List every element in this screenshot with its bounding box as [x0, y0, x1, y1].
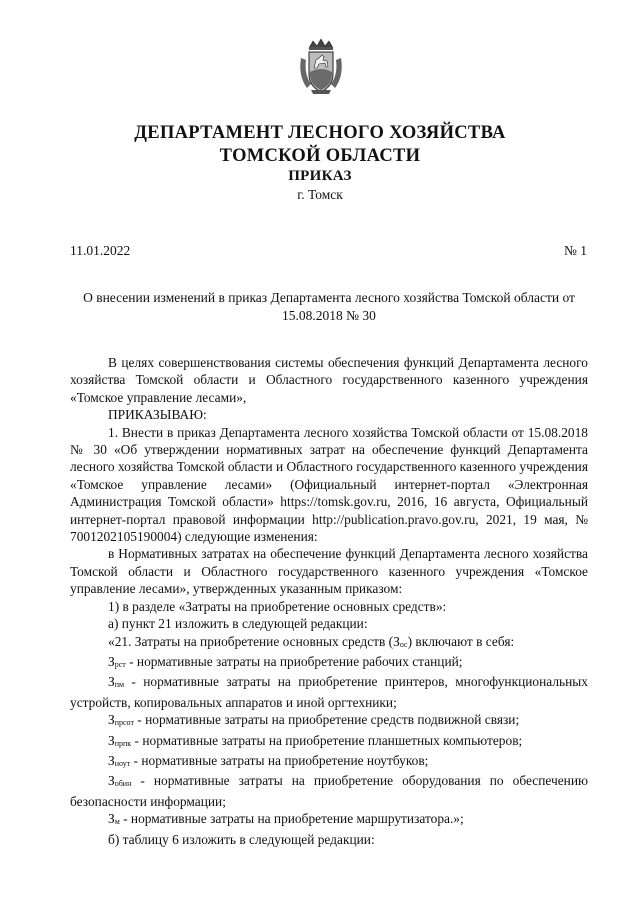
document-date: 11.01.2022 — [70, 243, 131, 258]
item-1-paragraph: 1. Внести в приказ Департамента лесного хозяйства Томской области от 15.08.2018 № 30 «Об утверждении нормативных затрат на обеспечение функций Департамента лесного хозяйства Томской области и Областного государственного казенного учреждения «Томское управление лесами» (Официальный интернет-портал «Электронная Администрация Томской области» https://tomsk.gov.ru, 2016, 16 августа, Официальный интернет-портал правовой информации http://publication.pravo.gov.ru, 2021, 19 мая, № 7001202105190004) следующие изменения: — [70, 424, 588, 545]
term-symbol: З — [108, 752, 115, 768]
term-line — [70, 772, 588, 810]
term-subscript: м — [114, 817, 120, 827]
term-symbol: З — [108, 773, 115, 789]
document-body — [70, 354, 588, 848]
term-subscript: обин — [114, 779, 132, 789]
term-text: - нормативные затраты на приобретение принтеров, многофункциональных устройств, копировальных аппаратов и иной оргтехники; — [70, 674, 588, 710]
term-text: - нормативные затраты на приобретение маршрутизатора.»; — [119, 811, 464, 827]
term-line — [70, 810, 588, 830]
subject-line1: О внесении изменений в приказ Департамента лесного хозяйства Томской области от — [83, 290, 575, 305]
term-line — [70, 732, 588, 752]
subitem-1a: а) пункт 21 изложить в следующей редакции: — [108, 616, 368, 632]
term-line — [70, 653, 588, 673]
term-line — [70, 752, 588, 772]
term-symbol: З — [108, 811, 115, 827]
subject-line2: 15.08.2018 № 30 — [282, 307, 376, 323]
department-title-line1: ДЕПАРТАМЕНТ ЛЕСНОГО ХОЗЯЙСТВА — [134, 123, 506, 143]
department-title-line2: ТОМСКОЙ ОБЛАСТИ — [219, 146, 421, 166]
document-number: № 1 — [563, 243, 587, 258]
term-line — [70, 673, 588, 711]
term-symbol: З — [108, 653, 115, 669]
document-subject — [70, 289, 588, 324]
term-subscript: ноут — [114, 758, 131, 768]
clause-21-sub: ос — [399, 639, 408, 649]
subitem-1b: б) таблицу 6 изложить в следующей редакции: — [108, 831, 375, 847]
term-text: - нормативные затраты на приобретение средств подвижной связи; — [133, 712, 520, 728]
document-city: г. Томск — [297, 187, 343, 202]
term-subscript: рст — [114, 659, 126, 669]
term-subscript: прсот — [114, 718, 134, 728]
document-type: ПРИКАЗ — [288, 168, 352, 184]
term-text: - нормативные затраты на приобретение планшетных компьютеров; — [131, 732, 523, 748]
clause-21-pre: «21. Затраты на приобретение основных средств (З — [108, 633, 400, 649]
term-symbol: З — [108, 674, 115, 690]
term-symbol: З — [108, 712, 115, 728]
term-subscript: прпк — [114, 738, 132, 748]
clause-21-post: ) включают в себя: — [407, 633, 515, 649]
clause-21-intro — [70, 633, 588, 653]
term-symbol: З — [108, 732, 115, 748]
tomsk-coat-of-arms-icon — [297, 38, 345, 96]
order-word: ПРИКАЗЫВАЮ: — [108, 407, 207, 423]
intro-paragraph: В целях совершенствования системы обеспечения функций Департамента лесного хозяйства Томской области и Областного государственного казенного учреждения «Томское управление лесами», — [70, 355, 588, 405]
term-line — [70, 711, 588, 731]
subitem-1: 1) в разделе «Затраты на приобретение основных средств»: — [108, 598, 447, 614]
term-text: - нормативные затраты на приобретение оборудования по обеспечению безопасности информации; — [70, 773, 588, 809]
term-text: - нормативные затраты на приобретение рабочих станций; — [125, 653, 463, 669]
term-text: - нормативные затраты на приобретение ноутбуков; — [130, 752, 429, 768]
term-subscript: пм — [114, 680, 125, 690]
norms-paragraph: в Нормативных затратах на обеспечение функций Департамента лесного хозяйства Томской области и Областного государственного казенного учреждения «Томское управление лесами», утвержденных указанным приказом: — [70, 546, 588, 597]
